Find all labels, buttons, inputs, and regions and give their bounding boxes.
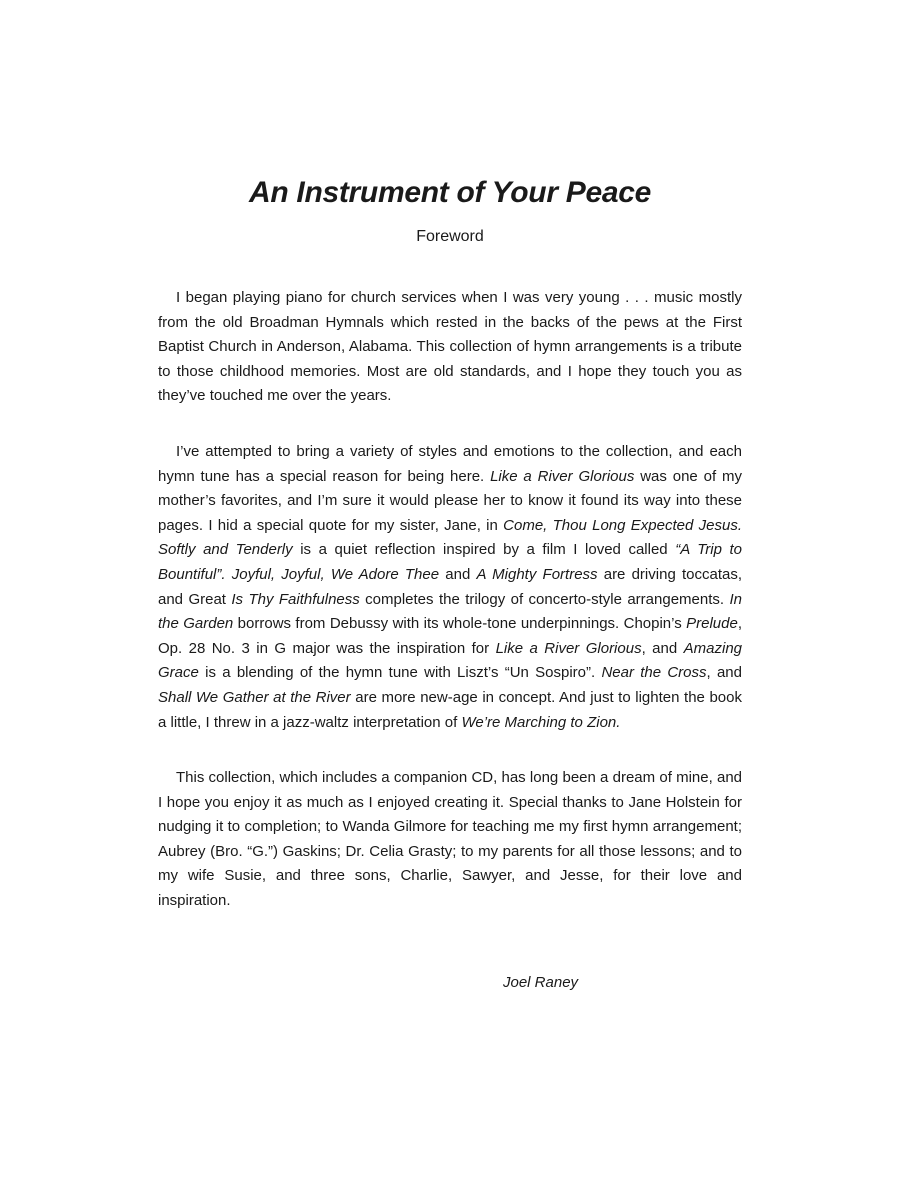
paragraph-text: , Op. 28 No. 3 in G major was the inspiration for	[158, 615, 742, 657]
paragraph-text: are more new-age in concept. And just to lighten the book a little, I threw in a jazz-waltz interpretation of	[158, 688, 742, 731]
paragraph-text: borrows from Debussy with its whole-tone underpinnings. Chopin’s	[233, 615, 687, 633]
italic-title-text: Prelude	[686, 615, 738, 633]
page-title: An Instrument of Your Peace	[249, 176, 651, 209]
paragraph-text: is a quiet reflection inspired by a film I loved called	[292, 541, 676, 559]
italic-title-text: A Mighty Fortress	[476, 565, 598, 583]
paragraph-1	[158, 286, 742, 409]
paragraph-text: I’ve attempted to bring a variety of styles and emotions to the collection, and each hymn tune has a special reason for being here.	[158, 442, 742, 485]
paragraph-text: is a blending of the hymn tune with Liszt’s “Un Sospiro”.	[198, 664, 602, 682]
italic-title-text: Like a River Glorious	[495, 639, 642, 657]
italic-title-text: Shall We Gather at the River	[158, 688, 351, 706]
paragraph-text: This collection, which includes a companion CD, has long been a dream of mine, and I hope you enjoy it as much as I enjoyed creating it. Special thanks to Jane Holstein for nudging it to completion; to Wanda Gilmore for teaching me my first hymn arrangement; Aubrey (Bro. “G.”) Gaskins; Dr. Celia Grasty; to my parents for all those lessons; and to my wife Susie, and three sons, Charlie, Sawyer, and Jesse, for their love and inspiration.	[158, 769, 742, 910]
italic-title-text: Amazing Grace	[158, 639, 742, 682]
italic-title-text: “A Trip to Bountiful”. Joyful, Joyful, We Adore Thee	[158, 541, 742, 583]
paragraph-text: completes the trilogy of concerto-style arrangements.	[359, 590, 730, 608]
page-subtitle: Foreword	[416, 228, 484, 245]
signature: Joel Raney	[503, 974, 579, 991]
paragraph-2	[158, 440, 742, 735]
paragraph-3	[158, 766, 742, 914]
paragraph-text: was one of my mother’s favorites, and I’m sure it would please her to know it found its way into these pages. I hid a special quote for my sister, Jane, in	[158, 467, 742, 534]
italic-title-text: In the Garden	[158, 590, 742, 633]
paragraph-text: are driving toccatas, and Great	[158, 565, 742, 608]
italic-title-text: We’re Marching to Zion.	[461, 713, 621, 731]
paragraph-text: I began playing piano for church services when I was very young . . . music mostly from the old Broadman Hymnals which rested in the backs of the pews at the First Baptist Church in Anderson, Alabama. This collection of hymn arrangements is a tribute to those childhood memories. Most are old standards, and I hope they touch you as they’ve touched me over the years.	[158, 289, 742, 405]
italic-title-text: Near the Cross	[601, 664, 707, 682]
paragraph-text: and	[439, 565, 477, 583]
italic-title-text: Is Thy Faithfulness	[231, 590, 360, 608]
paragraph-text: , and	[641, 639, 684, 657]
italic-title-text: Come, Thou Long Expected Jesus. Softly and Tenderly	[158, 516, 742, 559]
paragraph-text: , and	[706, 664, 742, 682]
foreword-body	[158, 286, 742, 914]
italic-title-text: Like a River Glorious	[490, 467, 635, 485]
